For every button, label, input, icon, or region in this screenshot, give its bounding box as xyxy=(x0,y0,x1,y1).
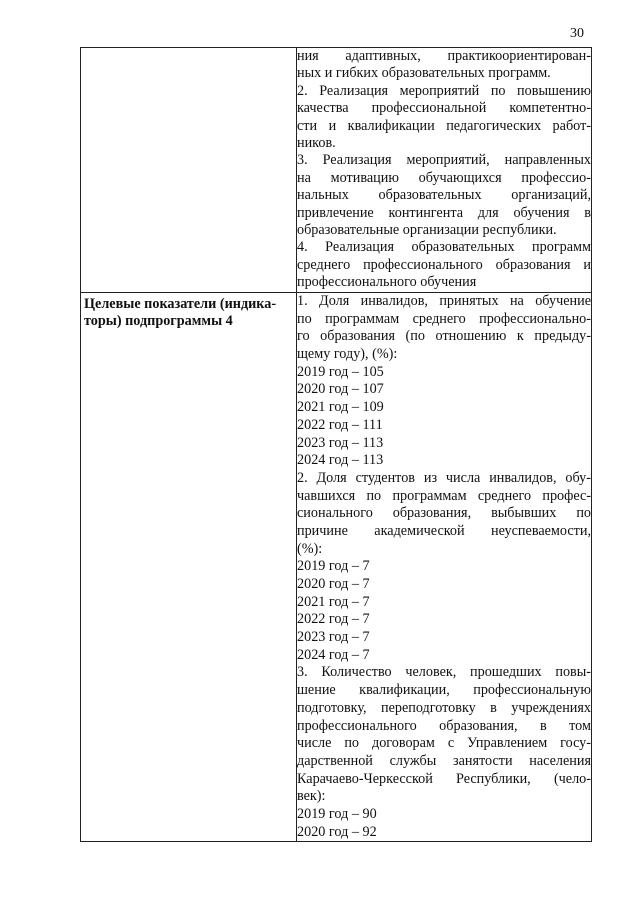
table-cell-tasks-continuation xyxy=(297,48,592,293)
text-line: 2. Реализация мероприятий по повышению xyxy=(297,82,591,99)
table-row xyxy=(81,48,592,293)
text-line: 2021 год – 109 xyxy=(297,399,384,416)
text-line: 4. Реализация образовательных программ xyxy=(297,239,591,256)
table-cell-indicators-label xyxy=(81,293,297,842)
text-line: привлечение контингента для обучения в xyxy=(297,204,591,221)
table-cell-empty-label xyxy=(81,48,297,293)
text-line: ния адаптивных, практикоориентирован- xyxy=(297,48,591,64)
text-line: век): xyxy=(297,788,326,805)
text-line: нальных образовательных организаций, xyxy=(297,187,591,204)
text-line: (%): xyxy=(297,540,323,557)
subprogram-passport-table xyxy=(80,47,592,842)
text-line: сионального образования, выбывших по xyxy=(297,505,591,522)
text-line: качества профессиональной компетентно- xyxy=(297,100,591,117)
text-line: среднего профессионального образования и xyxy=(297,256,591,273)
text-line: 2020 год – 7 xyxy=(297,576,370,592)
indicators-text xyxy=(297,293,591,841)
text-line: профессионального образования, в том xyxy=(297,717,591,734)
text-line: подготовку, переподготовку в учреждениях xyxy=(297,699,591,716)
text-line: 2. Доля студентов из числа инвалидов, обу- xyxy=(297,469,591,486)
text-line: причине академической неуспеваемости, xyxy=(297,522,591,539)
text-line: 2020 год – 92 xyxy=(297,823,377,840)
text-line: 2020 год – 107 xyxy=(297,381,384,398)
text-line: 2019 год – 90 xyxy=(297,805,377,822)
text-line: щему году), (%): xyxy=(297,346,398,363)
text-line: числе по договорам с Управлением госу- xyxy=(297,735,591,752)
text-line: 2024 год – 113 xyxy=(297,452,384,469)
indicators-label xyxy=(81,293,296,331)
text-line: 2022 год – 111 xyxy=(297,416,383,433)
page-number: 30 xyxy=(570,26,584,41)
text-line: сти и квалификации педагогических работ- xyxy=(297,117,591,134)
text-line: дарственной службы занятости населения xyxy=(297,752,591,769)
text-line: 2021 год – 7 xyxy=(297,593,370,610)
text-line: по программам среднего профессионально- xyxy=(297,310,591,327)
text-line: 2024 год – 7 xyxy=(297,646,370,663)
table-row xyxy=(81,293,592,842)
text-line: шение квалификации, профессиональную xyxy=(297,682,591,699)
text-line: на мотивацию обучающихся профессио- xyxy=(297,169,591,186)
text-line: ных и гибких образовательных программ. xyxy=(297,65,551,82)
text-line: Карачаево-Черкесской Республики, (чело- xyxy=(297,770,591,787)
text-line: образовательные организации республики. xyxy=(297,221,557,238)
text-line: 2023 год – 7 xyxy=(297,629,370,646)
text-line: 2019 год – 105 xyxy=(297,363,384,380)
text-line: 1. Доля инвалидов, принятых на обучение xyxy=(297,293,591,309)
text-line: 2022 год – 7 xyxy=(297,611,370,628)
tasks-text xyxy=(297,48,591,291)
text-line: чавшихся по программам среднего профес- xyxy=(297,487,591,504)
text-line: профессионального обучения xyxy=(297,274,477,291)
text-line: го образования (по отношению к предыду- xyxy=(297,328,591,345)
text-line: 2023 год – 113 xyxy=(297,434,384,451)
text-line: 2019 год – 7 xyxy=(297,558,370,575)
text-line: ников. xyxy=(297,134,336,151)
label-line: торы) подпрограммы 4 xyxy=(84,313,233,330)
text-line: 3. Реализация мероприятий, направленных xyxy=(297,152,591,169)
label-line: Целевые показатели (индика- xyxy=(84,296,277,312)
text-line: 3. Количество человек, прошедших повы- xyxy=(297,664,591,681)
table-cell-indicators xyxy=(297,293,592,842)
